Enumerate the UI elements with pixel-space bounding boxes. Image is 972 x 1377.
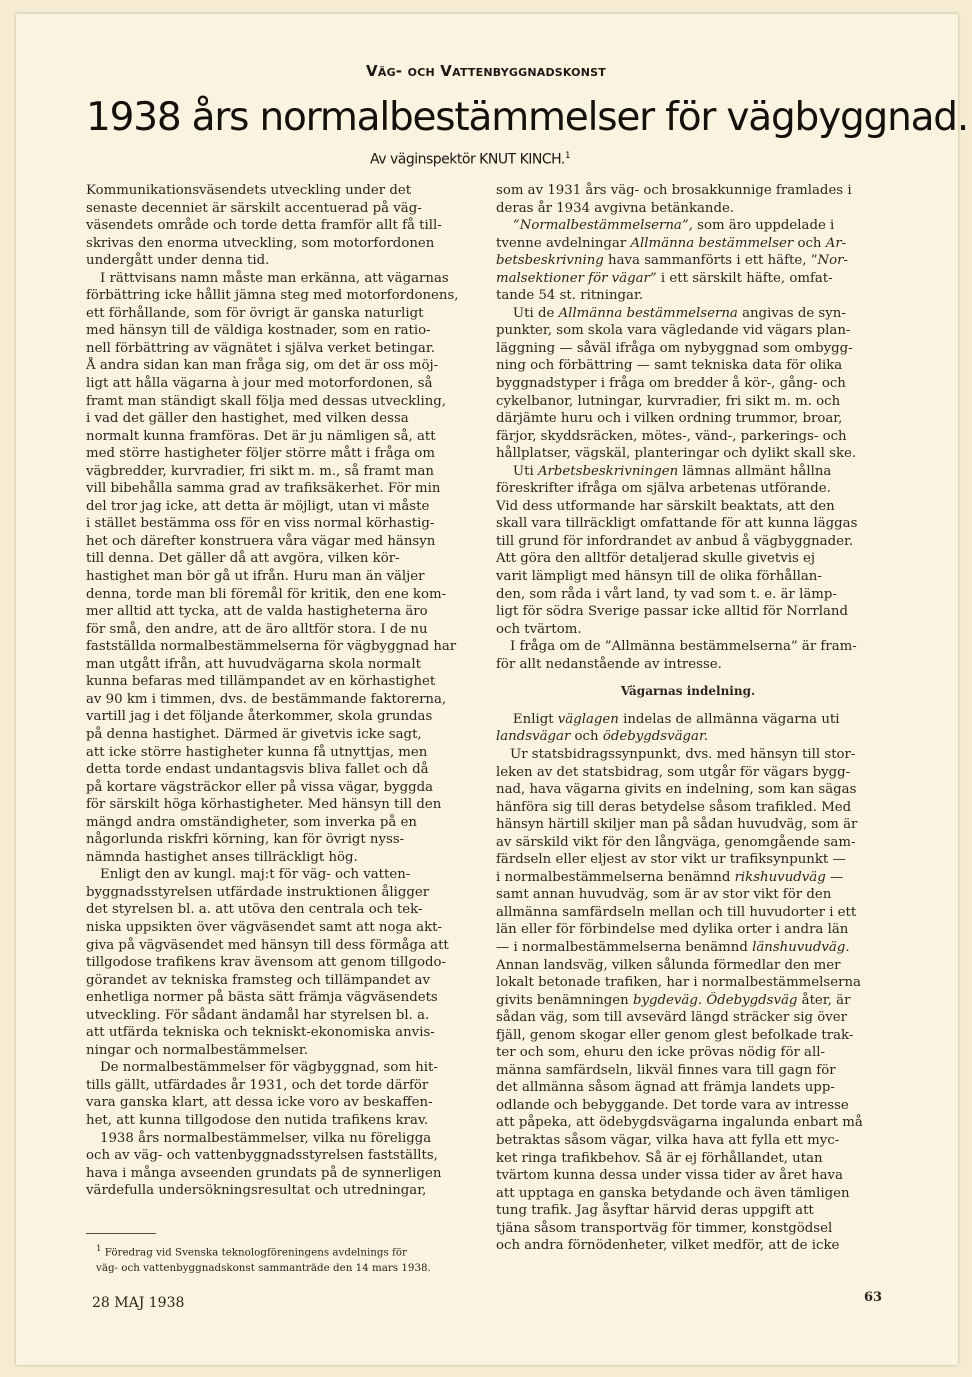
text-line: Vid dess utformande har särskilt beaktats, att den: [496, 498, 835, 514]
text-line: färjor, skyddsräcken, mötes-, vänd-, parkerings- och: [496, 428, 847, 444]
text-line: Uti de Allmänna bestämmelserna angivas de syn-: [512, 305, 846, 321]
text-line: mängd andra omständigheter, som inverka på en: [86, 814, 417, 830]
text-line: fastställda normalbestämmelserna för vägbyggnad har: [86, 639, 457, 655]
text-line: betraktas såsom vägar, vilka hava att fylla ett myc-: [496, 1132, 840, 1148]
text-line: varit lämpligt med hänsyn till de olika förhållan-: [496, 569, 822, 585]
text-line: leken av det statsbidrag, som utgår för vägars bygg-: [496, 764, 851, 780]
text-line: cykelbanor, lutningar, kurvradier, fri sikt m. m. och: [496, 393, 841, 409]
text-line: nämnda hastighet anses tillräckligt hög.: [86, 849, 358, 865]
text-line: föreskrifter ifråga om själva arbetenas utförande.: [496, 481, 831, 497]
text-line: Kommunikationsväsendets utveckling under det: [86, 183, 412, 198]
text-line: förbättring icke hållit jämna steg med motorfordonens,: [86, 288, 459, 304]
text-line: landsvägar och ödebygdsvägar.: [496, 729, 709, 745]
text-line: att utfärda tekniska och tekniskt-ekonomiska anvis-: [86, 1025, 435, 1041]
footnote-marker: 1: [96, 1244, 102, 1254]
text-line: till grund för infordrandet av anbud å vägbyggnader.: [496, 533, 854, 549]
byline-text: Av väginspektör KNUT KINCH.: [370, 151, 565, 168]
text-line: till denna. Det gäller då att avgöra, vilken kör-: [86, 551, 400, 567]
text-line: hava i många avseenden grundats på de synnerligen: [86, 1165, 442, 1181]
text-line: hänsyn härtill skiljer man på sådan huvudväg, som är: [496, 817, 858, 833]
text-line: Att göra den alltför detaljerad skulle givetvis ej: [496, 551, 816, 567]
text-line: hållplatser, vägskäl, planteringar och dylikt skall ske.: [496, 446, 857, 462]
text-line: givits benämningen bygdeväg. Ödebygdsväg åter, är: [496, 992, 851, 1008]
text-line: i stället bestämma oss för en viss normal körhastig-: [86, 516, 435, 532]
text-line: byggnadstyper i fråga om bredder å kör-, gång- och: [496, 376, 846, 392]
text-line: undergått under denna tid.: [86, 253, 270, 269]
text-line: på kortare vägsträckor eller på vissa vägar, byggda: [86, 779, 434, 795]
text-line: det styrelsen bl. a. att utöva den centrala och tek-: [86, 902, 423, 918]
text-line: denna, torde man bli föremål för kritik, den ene kom-: [86, 586, 447, 602]
text-line: län eller för förbindelse med dylika orter i andra län: [496, 922, 849, 938]
issue-date: 28 MAJ 1938: [92, 1295, 185, 1311]
text-line: som av 1931 års väg- och brosakkunnige framlades i: [496, 183, 852, 198]
text-line: i normalbestämmelserna benämnd rikshuvudväg —: [496, 869, 844, 885]
text-line: mer alltid att tycka, att de valda hastigheterna äro: [86, 604, 428, 620]
page-number: 63: [864, 1290, 883, 1305]
text-line: någorlunda riskfri körning, kan för övrigt nyss-: [86, 832, 405, 848]
text-line: Enligt väglagen indelas de allmänna vägarna uti: [512, 711, 840, 727]
text-line: Annan landsväg, vilken sålunda förmedlar den mer: [496, 957, 841, 973]
text-line: i vad det gäller den hastighet, med vilken dessa: [86, 411, 409, 427]
text-line: odlande och bebyggande. Det torde vara av intresse: [496, 1097, 849, 1113]
text-line: De normalbestämmelser för vägbyggnad, som hit-: [100, 1060, 438, 1076]
text-line: ligt att hålla vägarna à jour med motorfordonen, så: [86, 376, 433, 392]
text-line: Enligt den av kungl. maj:t för väg- och vatten-: [100, 867, 411, 883]
text-line: att upptaga en ganska betydande och även tämligen: [496, 1185, 850, 1201]
text-line: att icke större hastigheter kunna få utnyttjas, men: [86, 744, 428, 760]
text-line: normalt kunna framföras. Det är ju nämligen så, att: [86, 428, 436, 444]
text-line: för särskilt höga körhastigheter. Med hänsyn till den: [86, 797, 442, 813]
text-line: detta torde endast undantagsvis bliva fallet och då: [86, 762, 429, 778]
text-line: och tvärtom.: [496, 621, 582, 637]
text-line: byggnadsstyrelsen utfärdade instruktionen åligger: [86, 884, 430, 900]
text-line: nad, hava vägarna givits en indelning, som kan sägas: [496, 782, 857, 798]
text-line: tillgodose trafikens krav ävensom att genom tillgodo-: [86, 955, 446, 971]
text-line: framt man ständigt skall följa med dessas utveckling,: [86, 393, 447, 409]
text-line: av 90 km i timmen, dvs. de bestämmande faktorerna,: [86, 691, 447, 707]
text-line: skall vara tillräckligt omfattande för att kunna läggas: [496, 516, 858, 532]
text-line: Å andra sidan kan man fråga sig, om det är oss möj-: [86, 358, 439, 374]
section-label: Väg- och Vattenbyggnadskonst: [366, 62, 606, 80]
text-line: het och därefter konstruera våra vägar med hänsyn: [86, 533, 436, 549]
text-line: tvärtom kunna dessa under vissa tider av året hava: [496, 1168, 843, 1184]
text-line: skrivas den enorma utveckling, som motorfordonen: [86, 235, 435, 251]
text-line: I rättvisans namn måste man erkänna, att vägarnas: [100, 270, 449, 286]
text-line: och av väg- och vattenbyggnadsstyrelsen fastställts,: [86, 1148, 438, 1164]
text-line: tande 54 st. ritningar.: [496, 288, 644, 304]
text-line: tung trafik. Jag åsyftar härvid deras uppgift att: [496, 1203, 814, 1219]
text-line: ning och förbättring — samt tekniska data för olika: [496, 358, 843, 374]
text-line: del tror jag icke, att detta är möjligt, utan vi måste: [86, 498, 430, 514]
text-line: det allmänna såsom ägnad att främja landets upp-: [496, 1080, 835, 1096]
text-line: ett förhållande, som för övrigt är ganska naturligt: [86, 305, 424, 321]
footnote-line: väg- och vattenbyggnadskonst sammanträde den 14 mars 1938.: [96, 1262, 431, 1275]
text-line: Uti Arbetsbeskrivningen lämnas allmänt hållna: [512, 463, 832, 479]
footnote-rule: [86, 1233, 156, 1234]
article-title: 1938 års normalbestämmelser för vägbyggnad.: [86, 95, 969, 140]
text-line: läggning — såväl ifråga om nybyggnad som ombygg-: [496, 340, 853, 356]
text-line: malsektioner för vägar” i ett särskilt häfte, omfat-: [496, 270, 833, 286]
text-line: ter och som, ehuru den icke prövas nödig för all-: [496, 1045, 825, 1061]
text-line: och andra förnödenheter, vilket medför, att de icke: [496, 1238, 840, 1254]
footnote-line: Föredrag vid Svenska teknologföreningens avdelnings för: [104, 1246, 407, 1259]
text-line: vägbredder, kurvradier, fri sikt m. m., så framt man: [86, 463, 434, 479]
text-line: värdefulla undersökningsresultat och utredningar,: [86, 1183, 427, 1199]
text-line: ”Normalbestämmelserna”, som äro uppdelade i: [512, 218, 835, 234]
text-line: den, som råda i vårt land, ty vad som t. e. är lämp-: [496, 586, 837, 602]
text-line: på denna hastighet. Därmed är givetvis icke sagt,: [86, 726, 422, 742]
text-line: med hänsyn till de väldiga kostnader, som en ratio-: [86, 323, 431, 339]
right-column: [496, 182, 880, 1255]
text-line: vara ganska klart, att dessa icke voro av beskaffen-: [86, 1095, 433, 1111]
text-line: vartill jag i det följande återkommer, skola grundas: [86, 709, 433, 725]
text-line: för små, den andre, att de äro alltför stora. I de nu: [86, 621, 428, 637]
text-line: Ur statsbidragssynpunkt, dvs. med hänsyn till stor-: [510, 746, 856, 762]
text-line: nell förbättring av vägnätet i själva verket betingar.: [86, 340, 435, 356]
text-line: att påpeka, att ödebygdsvägarna ingalunda enbart må: [496, 1115, 863, 1131]
footnote: [96, 1241, 481, 1276]
text-line: hastighet man bör gå ut ifrån. Huru man än väljer: [86, 569, 425, 585]
text-line: färdseln eller eljest av stor vikt ur trafiksynpunkt —: [496, 852, 846, 868]
text-line: av särskild vikt för den långväga, genomgående sam-: [496, 834, 856, 850]
text-line: ningar och normalbestämmelser.: [86, 1042, 308, 1058]
text-line: — i normalbestämmelserna benämnd länshuvudväg.: [496, 939, 850, 955]
text-line: giva på vägväsendet med hänsyn till dess förmåga att: [86, 937, 449, 953]
text-line: ket ringa trafikbehov. Så är ej förhållandet, utan: [496, 1150, 823, 1166]
text-line: het, att kunna tillgodose den nutida trafikens krav.: [86, 1112, 429, 1128]
text-line: niska uppsikten över vägväsendet samt att noga akt-: [86, 919, 442, 935]
text-line: fjäll, genom skogar eller genom glest befolkade trak-: [496, 1027, 854, 1043]
text-line: samt annan huvudväg, som är av stor vikt för den: [496, 887, 832, 903]
text-line: kunna befaras med tillämpandet av en körhastighet: [86, 674, 436, 690]
text-line: görandet av tekniska framsteg och tillämpandet av: [86, 972, 430, 988]
text-line: vill bibehålla samma grad av trafiksäkerhet. För min: [86, 481, 441, 497]
text-line: tvenne avdelningar Allmänna bestämmelser och Ar-: [496, 235, 847, 251]
text-line: I fråga om de ”Allmänna bestämmelserna” är fram-: [510, 639, 857, 655]
text-line: lokalt betonade trafiken, har i normalbestämmelserna: [496, 975, 861, 991]
text-line: tjäna såsom transportväg för timmer, konstgödsel: [496, 1220, 833, 1236]
text-line: enhetliga normer på bästa sätt främja vägväsendets: [86, 990, 438, 1006]
text-line: därjämte huru och i vilken ordning trummor, broar,: [496, 411, 843, 427]
text-line: hänföra sig till deras betydelse såsom trafikled. Med: [496, 799, 852, 815]
text-line: väsendets område och torde detta framför allt få till-: [86, 218, 442, 234]
text-line: med större hastigheter följer större mått i fråga om: [86, 446, 435, 462]
left-column: [86, 182, 478, 1200]
text-line: sådan väg, som till avsevärd längd sträcker sig över: [496, 1010, 848, 1026]
byline-footnote-marker: 1: [564, 151, 571, 161]
text-line: man utgått ifrån, att huvudvägarna skola normalt: [86, 656, 421, 672]
text-line: ligt för södra Sverige passar icke alltid för Norrland: [496, 604, 848, 620]
subheading: Vägarnas indelning.: [620, 684, 756, 699]
text-line: senaste decenniet är särskilt accentuerad på väg-: [86, 200, 422, 216]
text-line: 1938 års normalbestämmelser, vilka nu föreligga: [100, 1130, 432, 1146]
text-line: betsbeskrivning hava sammanförts i ett häfte, ”Nor-: [496, 253, 848, 269]
byline: [370, 151, 590, 168]
text-line: för allt nedanstående av intresse.: [496, 656, 722, 672]
text-line: utveckling. För sådant ändamål har styrelsen bl. a.: [86, 1007, 430, 1023]
text-line: männa samfärdseln, likväl finnes vara till gagn för: [496, 1062, 836, 1078]
text-line: tills gällt, utfärdades år 1931, och det torde därför: [86, 1077, 429, 1093]
text-line: punkter, som skola vara vägledande vid vägars plan-: [496, 323, 851, 339]
text-line: allmänna samfärdseln mellan och till huvudorter i ett: [496, 904, 857, 920]
text-line: deras år 1934 avgivna betänkande.: [496, 200, 735, 216]
